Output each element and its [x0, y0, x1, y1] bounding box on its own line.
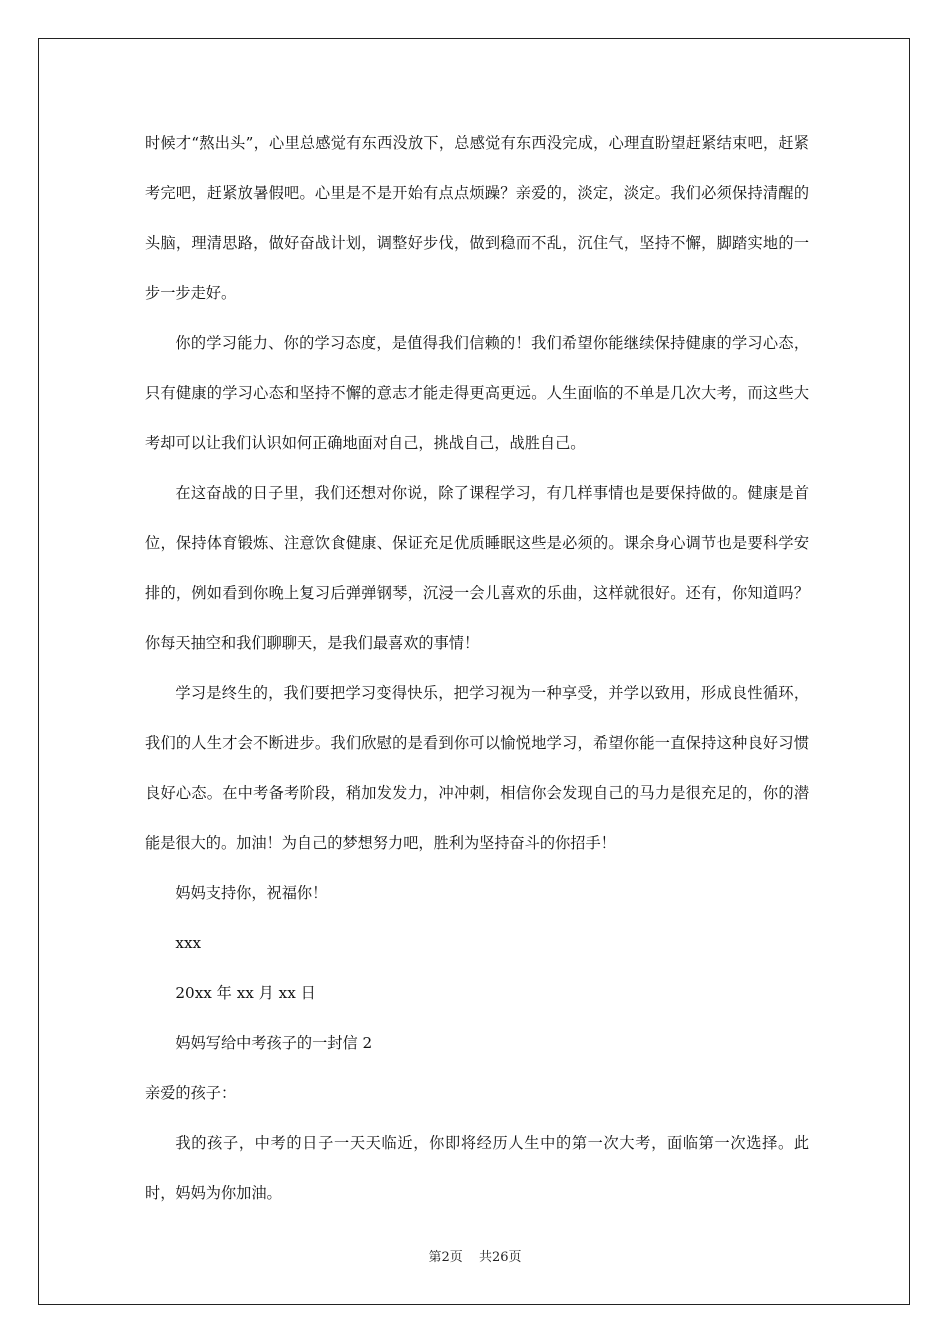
salutation: 亲爱的孩子： — [145, 1084, 237, 1102]
document-body — [145, 118, 809, 1218]
signature: xxx — [175, 934, 202, 952]
paragraph: 你的学习能力、你的学习态度，是值得我们信赖的！我们希望你能继续保持健康的学习心态，只有健康的学习心态和坚持不懈的意志才能走得更高更远。人生面临的不单是几次大考，而这些大考却可以让我们认识如何正确地面对自己，挑战自己，战胜自己。 — [145, 334, 809, 452]
page-footer — [0, 1246, 950, 1265]
paragraph: 我的孩子，中考的日子一天天临近，你即将经历人生中的第一次大考，面临第一次选择。此时，妈妈为你加油。 — [145, 1134, 809, 1202]
closing-line: 妈妈支持你，祝福你！ — [175, 884, 328, 902]
date-line: 20xx 年 xx 月 xx 日 — [175, 984, 316, 1002]
paragraph: 在这奋战的日子里，我们还想对你说，除了课程学习，有几样事情也是要保持做的。健康是首位，保持体育锻炼、注意饮食健康、保证充足优质睡眠这些是必须的。课余身心调节也是要科学安排的，例如看到你晚上复习后弹弹钢琴，沉浸一会儿喜欢的乐曲，这样就很好。还有，你知道吗？你每天抽空和我们聊聊天，是我们最喜欢的事情！ — [145, 484, 809, 652]
page-total: 共26页 — [478, 1250, 522, 1265]
letter-title: 妈妈写给中考孩子的一封信 2 — [175, 1034, 373, 1052]
paragraph: 时候才“熬出头”，心里总感觉有东西没放下，总感觉有东西没完成，心理直盼望赶紧结束吧，赶紧考完吧，赶紧放暑假吧。心里是不是开始有点点烦躁？亲爱的，淡定，淡定。我们必须保持清醒的头脑，理清思路，做好奋战计划，调整好步伐，做到稳而不乱，沉住气，坚持不懈，脚踏实地的一步一步走好。 — [145, 134, 809, 302]
page-number: 第2页 — [428, 1250, 463, 1265]
paragraph: 学习是终生的，我们要把学习变得快乐，把学习视为一种享受，并学以致用，形成良性循环，我们的人生才会不断进步。我们欣慰的是看到你可以愉悦地学习，希望你能一直保持这种良好习惯良好心态。在中考备考阶段，稍加发发力，冲冲刺，相信你会发现自己的马力是很充足的，你的潜能是很大的。加油！为自己的梦想努力吧，胜利为坚持奋斗的你招手！ — [145, 684, 809, 852]
